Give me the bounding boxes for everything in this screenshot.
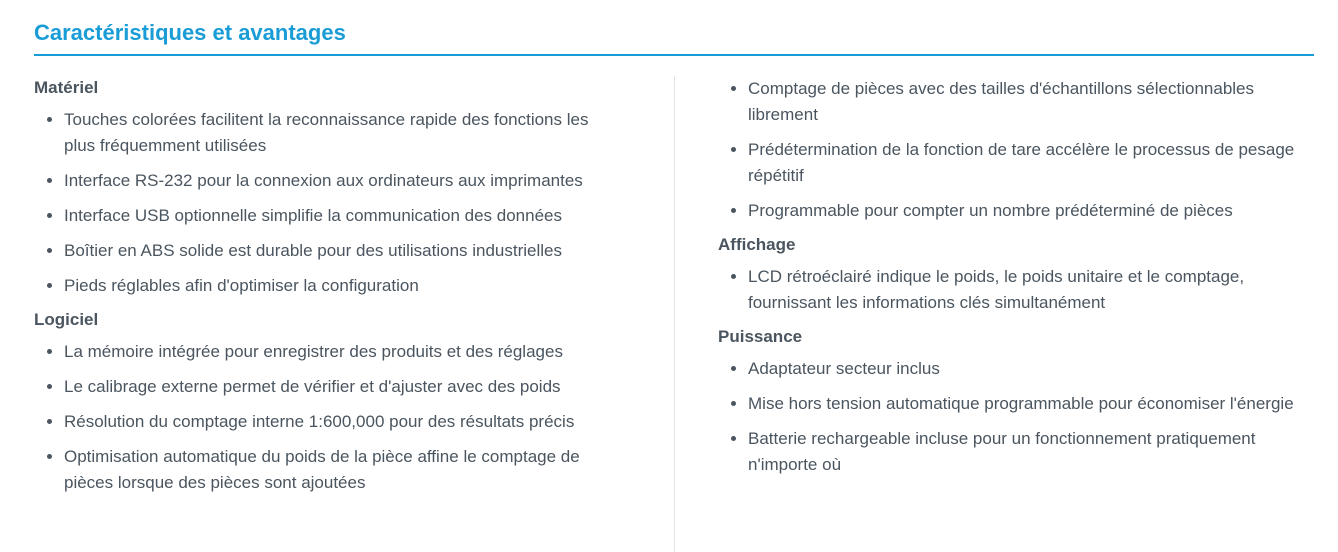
- list-item: • La mémoire intégrée pour enregistrer des produits et des réglages: [64, 339, 596, 365]
- column-divider: [674, 76, 675, 552]
- list-item: • Pieds réglables afin d'optimiser la configuration: [64, 273, 596, 299]
- section-title: Caractéristiques et avantages: [34, 20, 346, 45]
- feature-list: [34, 339, 596, 496]
- subsection-heading: Affichage: [718, 235, 796, 254]
- list-item: • Interface RS-232 pour la connexion aux ordinateurs aux imprimantes: [64, 168, 596, 194]
- list-item: • Programmable pour compter un nombre prédéterminé de pièces: [748, 198, 1314, 224]
- list-item: • LCD rétroéclairé indique le poids, le poids unitaire et le comptage, fournissant les informations clés simultanément: [748, 264, 1314, 316]
- right-column: [718, 76, 1314, 487]
- feature-list: [718, 264, 1314, 316]
- subsection-heading: Puissance: [718, 327, 803, 346]
- list-item: • Prédétermination de la fonction de tare accélère le processus de pesage répétitif: [748, 137, 1314, 189]
- list-item: • Boîtier en ABS solide est durable pour des utilisations industrielles: [64, 238, 596, 264]
- list-item: • Touches colorées facilitent la reconnaissance rapide des fonctions les plus fréquemment utilisées: [64, 107, 596, 159]
- list-item: • Comptage de pièces avec des tailles d'échantillons sélectionnables librement: [748, 76, 1314, 128]
- subsection-heading: Logiciel: [34, 310, 99, 329]
- list-item: • Mise hors tension automatique programmable pour économiser l'énergie: [748, 391, 1314, 417]
- subsection-heading: Matériel: [34, 78, 99, 97]
- feature-list: [718, 76, 1314, 224]
- left-column: [34, 76, 596, 505]
- list-item: • Batterie rechargeable incluse pour un fonctionnement pratiquement n'importe où: [748, 426, 1314, 478]
- list-item: • Adaptateur secteur inclus: [748, 356, 1314, 382]
- title-underline: [34, 54, 1314, 56]
- list-item: • Le calibrage externe permet de vérifier et d'ajuster avec des poids: [64, 374, 596, 400]
- feature-list: [718, 356, 1314, 478]
- list-item: • Optimisation automatique du poids de la pièce affine le comptage de pièces lorsque des pièces sont ajoutées: [64, 444, 596, 496]
- list-item: • Résolution du comptage interne 1:600,000 pour des résultats précis: [64, 409, 596, 435]
- feature-list: [34, 107, 596, 299]
- list-item: • Interface USB optionnelle simplifie la communication des données: [64, 203, 596, 229]
